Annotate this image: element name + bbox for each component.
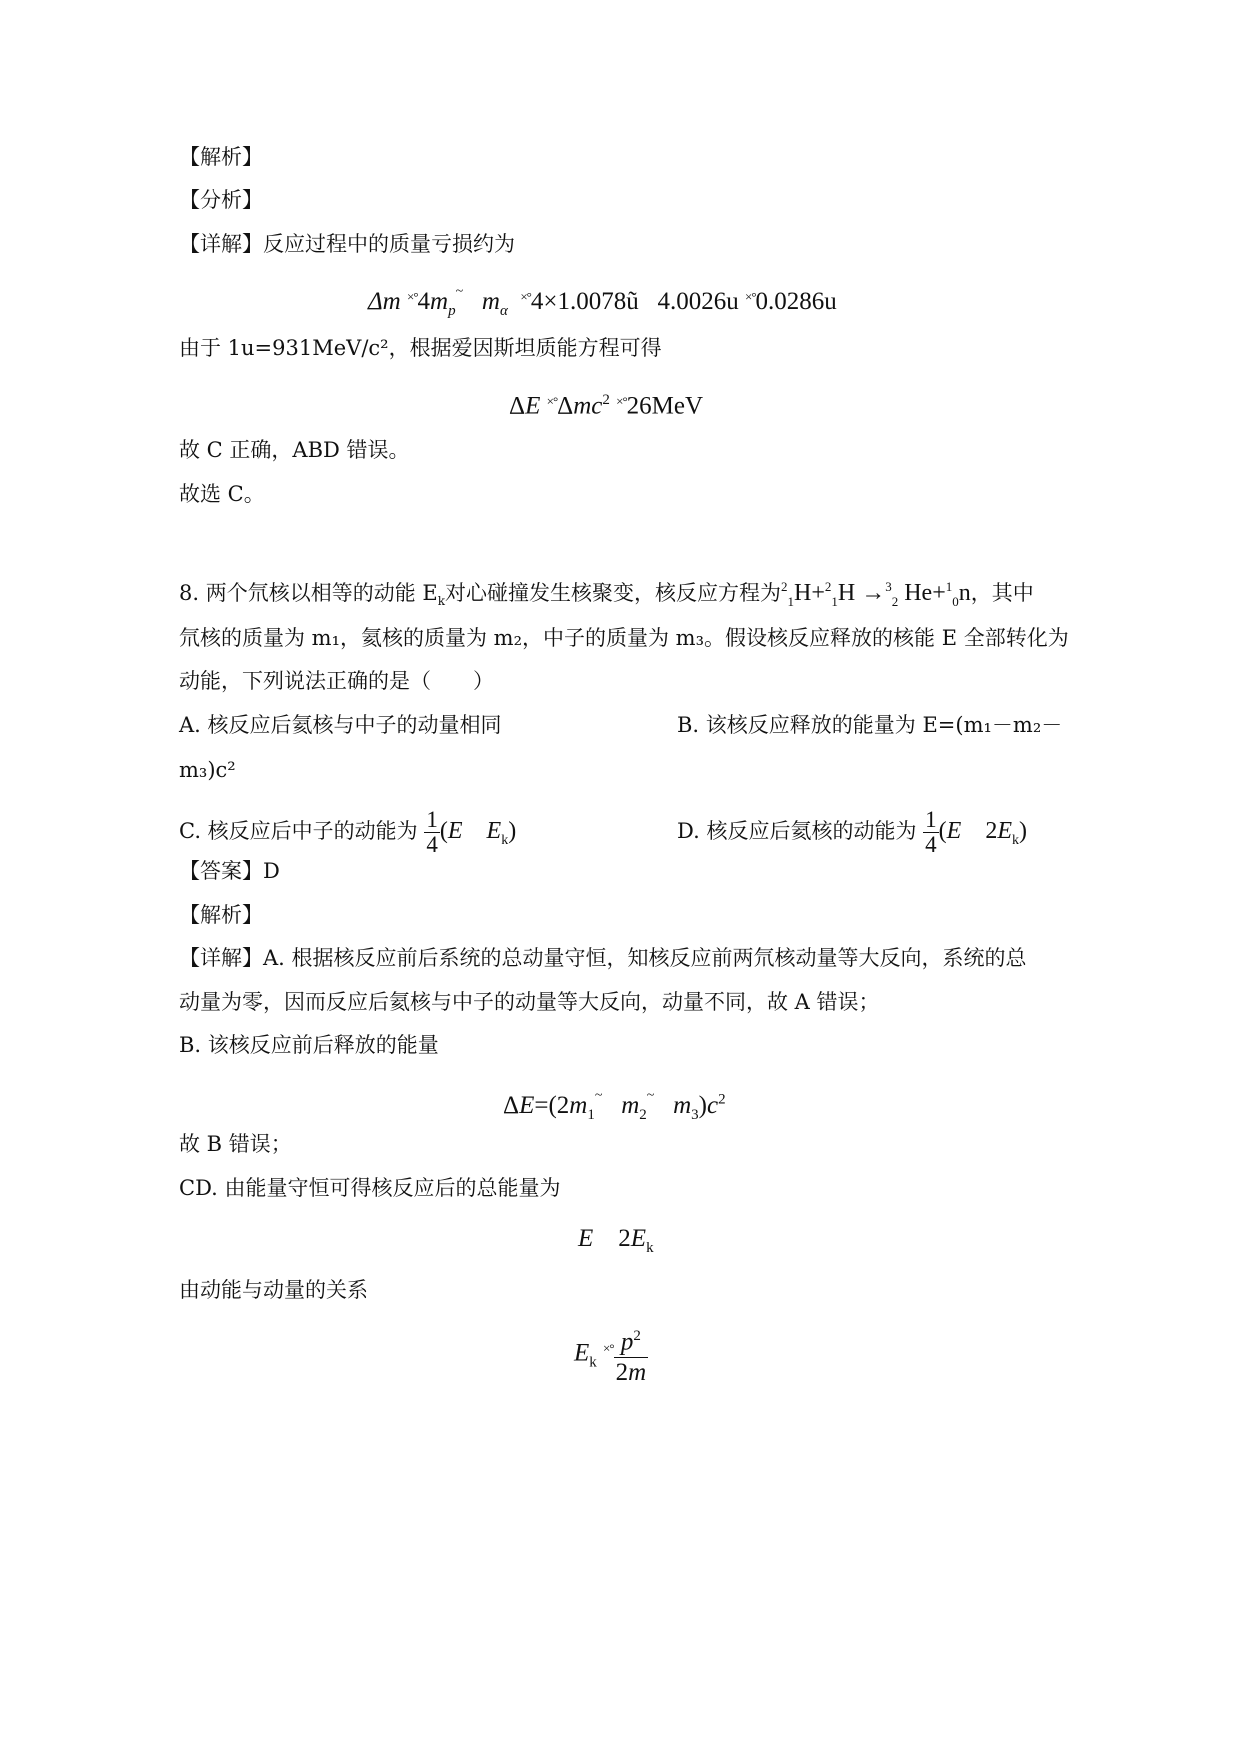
- fraction-quarter: $\frac{1}{4}$: [925, 807, 937, 857]
- fraction-quarter: $\frac{1}{4}$: [426, 807, 438, 857]
- fenxi-tag: 【分析】: [179, 188, 263, 212]
- detail-intro: 【详解】反应过程中的质量亏损约为: [179, 232, 515, 256]
- question-stem-line1: 8. 两个氘核以相等的动能 $E_k$对心碰撞发生核聚变，核反应方程为$^2_1$H+$^2_1$H →$^3_2$ He+$^1_0$n，其中: [179, 579, 1034, 609]
- question-stem-line3: 动能，下列说法正确的是（ ）: [179, 669, 494, 693]
- relation-line: 由动能与动量的关系: [179, 1278, 368, 1302]
- option-a: A. 核反应后氦核与中子的动量相同: [179, 713, 502, 737]
- unit-line: 由于 1u=931MeV/c²，根据爱因斯坦质能方程可得: [179, 336, 662, 360]
- choice-line: 故选 C。: [179, 482, 265, 506]
- equation-total-energy: E $2E_k$: [578, 1225, 654, 1256]
- option-b-line2: m₃)c²: [179, 758, 236, 782]
- conclusion-line: 故 C 正确，ABD 错误。: [179, 438, 410, 462]
- equation-released-energy: $\Delta E=(2m_1^\sim$ $m_2^\sim$ $m_3)c^2$: [503, 1088, 726, 1123]
- answer-line: 【答案】D: [179, 859, 280, 883]
- detail-b-line: B. 该核反应前后释放的能量: [179, 1033, 439, 1057]
- b-wrong-line: 故 B 错误；: [179, 1132, 292, 1156]
- detail-cd-line: CD. 由能量守恒可得核反应后的总能量为: [179, 1176, 561, 1200]
- equation-mass-defect: Δm $^{\times^\circ}4m_p^\sim$ $m_\alpha$ ×°4×1.0078ũ 4.0026u ×°0.0286u: [368, 284, 837, 319]
- equation-kinetic-momentum: $E_k$ ×° $\frac{p^2}{2m}$: [574, 1321, 648, 1388]
- analysis-tag: 【解析】: [179, 145, 263, 169]
- option-d: D. 核反应后氦核的动能为 $\frac{1}{4}$ (E $2E_k$): [677, 807, 1027, 857]
- option-c: C. 核反应后中子的动能为 $\frac{1}{4}$ (E $E_k$): [179, 807, 517, 857]
- detail-a-line1: 【详解】A. 根据核反应前后系统的总动量守恒，知核反应前两氘核动量等大反向，系统的总: [179, 946, 1027, 970]
- option-b-line1: B. 该核反应释放的能量为 E=(m₁－m₂－: [677, 713, 1063, 737]
- analysis-tag-q8: 【解析】: [179, 903, 263, 927]
- detail-a-line2: 动量为零，因而反应后氦核与中子的动量等大反向，动量不同，故 A 错误；: [179, 990, 880, 1014]
- equation-energy: ΔE ×°Δmc$^2$ ×°26MeV: [509, 392, 704, 420]
- question-stem-line2: 氘核的质量为 m₁，氦核的质量为 m₂，中子的质量为 m₃。假设核反应释放的核能 E 全部转化为: [179, 626, 1069, 650]
